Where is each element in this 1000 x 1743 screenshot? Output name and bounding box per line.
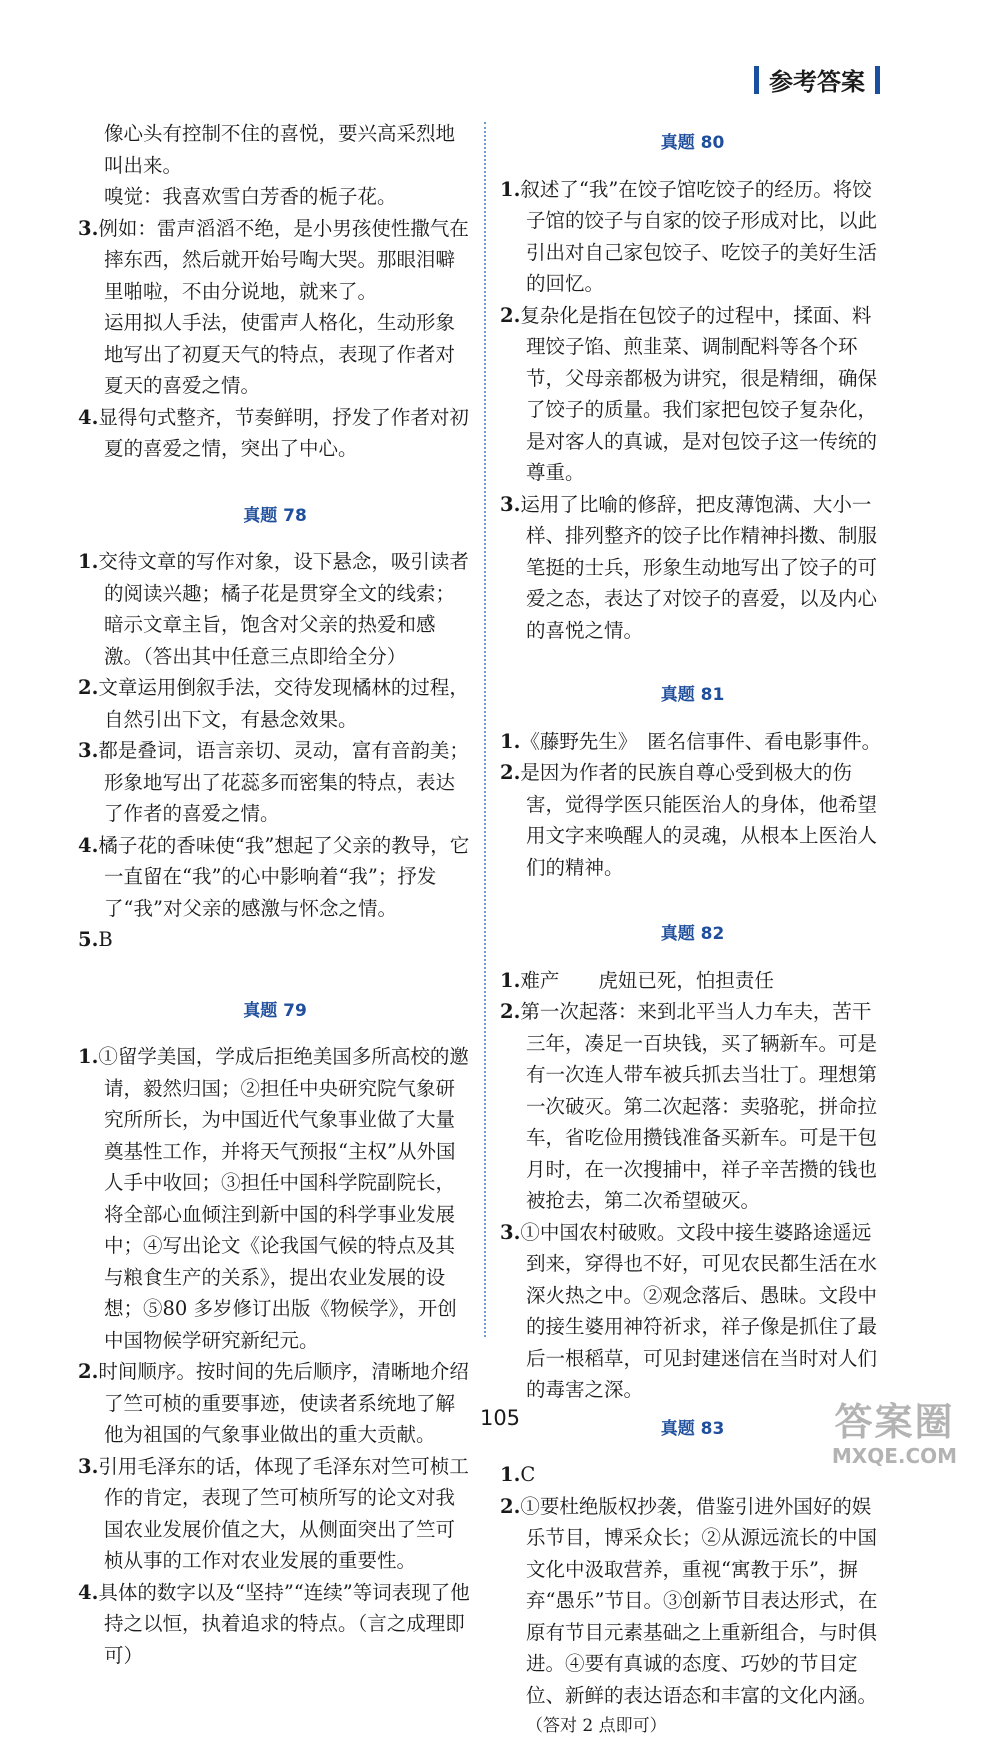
answer-item: 1.叙述了“我”在饺子馆吃饺子的经历。将饺子馆的饺子与自家的饺子形成对比，以此引出对自己家包饺子、吃饺子的美好生活的回忆。	[500, 177, 878, 295]
page-header	[754, 62, 880, 97]
answer-item: 2.复杂化是指在包饺子的过程中，揉面、料理饺子馅、煎韭菜、调制配料等各个环节，父母亲都极为讲究，很是精细，确保了饺子的质量。我们家把包饺子复杂化，是对客人的真诚，是对包饺子这一传统的尊重。	[500, 303, 878, 484]
right-column	[500, 118, 885, 1743]
header-bar-left	[754, 66, 759, 94]
section-title: 真题 79	[243, 1000, 307, 1021]
answer-item: 2.第一次起落：来到北平当人力车夫，苦干三年，凑足一百块钱，买了辆新车。可是有一次连人带车被兵抓去当壮丁。理想第一次破灭。第二次起落：卖骆驼，拼命拉车，省吃俭用攒钱准备买新车。可是干包月时，在一次搜捕中，祥子辛苦攒的钱也被抢去，第二次希望破灭。	[500, 1000, 878, 1212]
section-title: 真题 81	[660, 685, 725, 705]
section-title: 真题 78	[243, 505, 307, 526]
column-divider	[484, 122, 486, 1337]
answer-item: 1.①留学美国，学成后拒绝美国多所高校的邀请，毅然归国；②担任中央研究院气象研究所所长，为中国近代气象事业做了大量奠基性工作，并将天气预报“主权”从外国人手中收回；③担任中国科学院副院长，将全部心血倾注到新中国的科学事业发展中；④写出论文《论我国气候的特点及其与粮食生产的关系》，提出农业发展的设想；⑤80 多岁修订出版《物候学》，开创中国物候学研究新纪元。	[78, 1045, 469, 1352]
answer-item: 3.例如：雷声滔滔不绝，是小男孩使性撒气在摔东西，然后就开始号啕大哭。那眼泪噼里啪啦，不由分说地，就来了。	[78, 216, 469, 303]
answer-item: 1.难产 虎妞已死，怕担责任	[500, 968, 774, 992]
section-title: 真题 82	[660, 924, 725, 944]
answer-item: 1.《藤野先生》 匿名信事件、看电影事件。	[500, 729, 882, 753]
section-title: 真题 83	[660, 1418, 725, 1439]
intro-line: 像心头有控制不住的喜悦，要兴高采烈地叫出来。	[104, 122, 456, 177]
page-number: 105	[479, 1406, 521, 1430]
answer-note: （答对 2 点即可）	[526, 1716, 667, 1736]
answer-item: 4.显得句式整齐，节奏鲜明，抒发了作者对初夏的喜爱之情，突出了中心。	[78, 405, 469, 460]
answer-item: 2.时间顺序。按时间的先后顺序，清晰地介绍了竺可桢的重要事迹，使读者系统地了解他为祖国的气象事业做出的重大贡献。	[78, 1360, 469, 1446]
answer-item: 1.交待文章的写作对象，设下悬念，吸引读者的阅读兴趣；橘子花是贯穿全文的线索；暗示文章主旨，饱含对父亲的热爱和感激。（答出其中任意三点即给全分）	[78, 550, 469, 668]
header-bar-right	[875, 66, 880, 94]
header-title: 参考答案	[769, 68, 865, 96]
left-column	[78, 118, 472, 1671]
answer-item: 2.是因为作者的民族自尊心受到极大的伤害，觉得学医只能医治人的身体，他希望用文字来唤醒人的灵魂，从根本上医治人们的精神。	[500, 761, 878, 879]
answer-item: 3.引用毛泽东的话，体现了毛泽东对竺可桢工作的肯定，表现了竺可桢所写的论文对我国农业发展价值之大，从侧面突出了竺可桢从事的工作对农业发展的重要性。	[78, 1454, 469, 1572]
answer-item: 4.具体的数字以及“坚持”“连续”等词表现了他持之以恒，执着追求的特点。（言之成理即可）	[78, 1580, 470, 1667]
answer-item: 3.①中国农村破败。文段中接生婆路途遥远到来，穿得也不好，可见农民都生活在水深火热之中。②观念落后、愚昧。文段中的接生婆用神符祈求，祥子像是抓住了最后一根稻草，可见封建迷信在当时对人们的毒害之深。	[500, 1220, 878, 1401]
answer-item: 3.运用了比喻的修辞，把皮薄饱满、大小一样、排列整齐的饺子比作精神抖擞、制服笔挺的士兵，形象生动地写出了饺子的可爱之态，表达了对饺子的喜爱，以及内心的喜悦之情。	[500, 492, 878, 642]
section-title: 真题 80	[660, 133, 725, 153]
intro-line: 嗅觉：我喜欢雪白芳香的栀子花。	[104, 185, 397, 208]
answer-item: 2.文章运用倒叙手法，交待发现橘林的过程，自然引出下文，有悬念效果。	[78, 676, 469, 731]
watermark-logo: 答案圈 MXQE.COM	[831, 1400, 958, 1468]
answer-item: 5.B	[78, 928, 113, 951]
answer-item: 1.C	[500, 1463, 536, 1486]
answer-item: 3.都是叠词，语言亲切、灵动，富有音韵美；形象地写出了花蕊多而密集的特点，表达了作者的喜爱之情。	[78, 739, 469, 825]
answer-item: 4.橘子花的香味使“我”想起了父亲的教导，它一直留在“我”的心中影响着“我”；抒发了“我”对父亲的感激与怀念之情。	[78, 833, 470, 920]
answer-item: 2.①要杜绝版权抄袭，借鉴引进外国好的娱乐节目，博采众长；②从源远流长的中国文化中汲取营养，重视“寓教于乐”，摒弃“愚乐”节目。③创新节目表达形式，在原有节目元素基础之上重新组合，与时俱进。④要有真诚的态度、巧妙的节目定位、新鲜的表达语态和丰富的文化内涵。	[500, 1494, 878, 1707]
answer-continuation: 运用拟人手法，使雷声人格化，生动形象地写出了初夏天气的特点，表现了作者对夏天的喜爱之情。	[104, 311, 456, 397]
